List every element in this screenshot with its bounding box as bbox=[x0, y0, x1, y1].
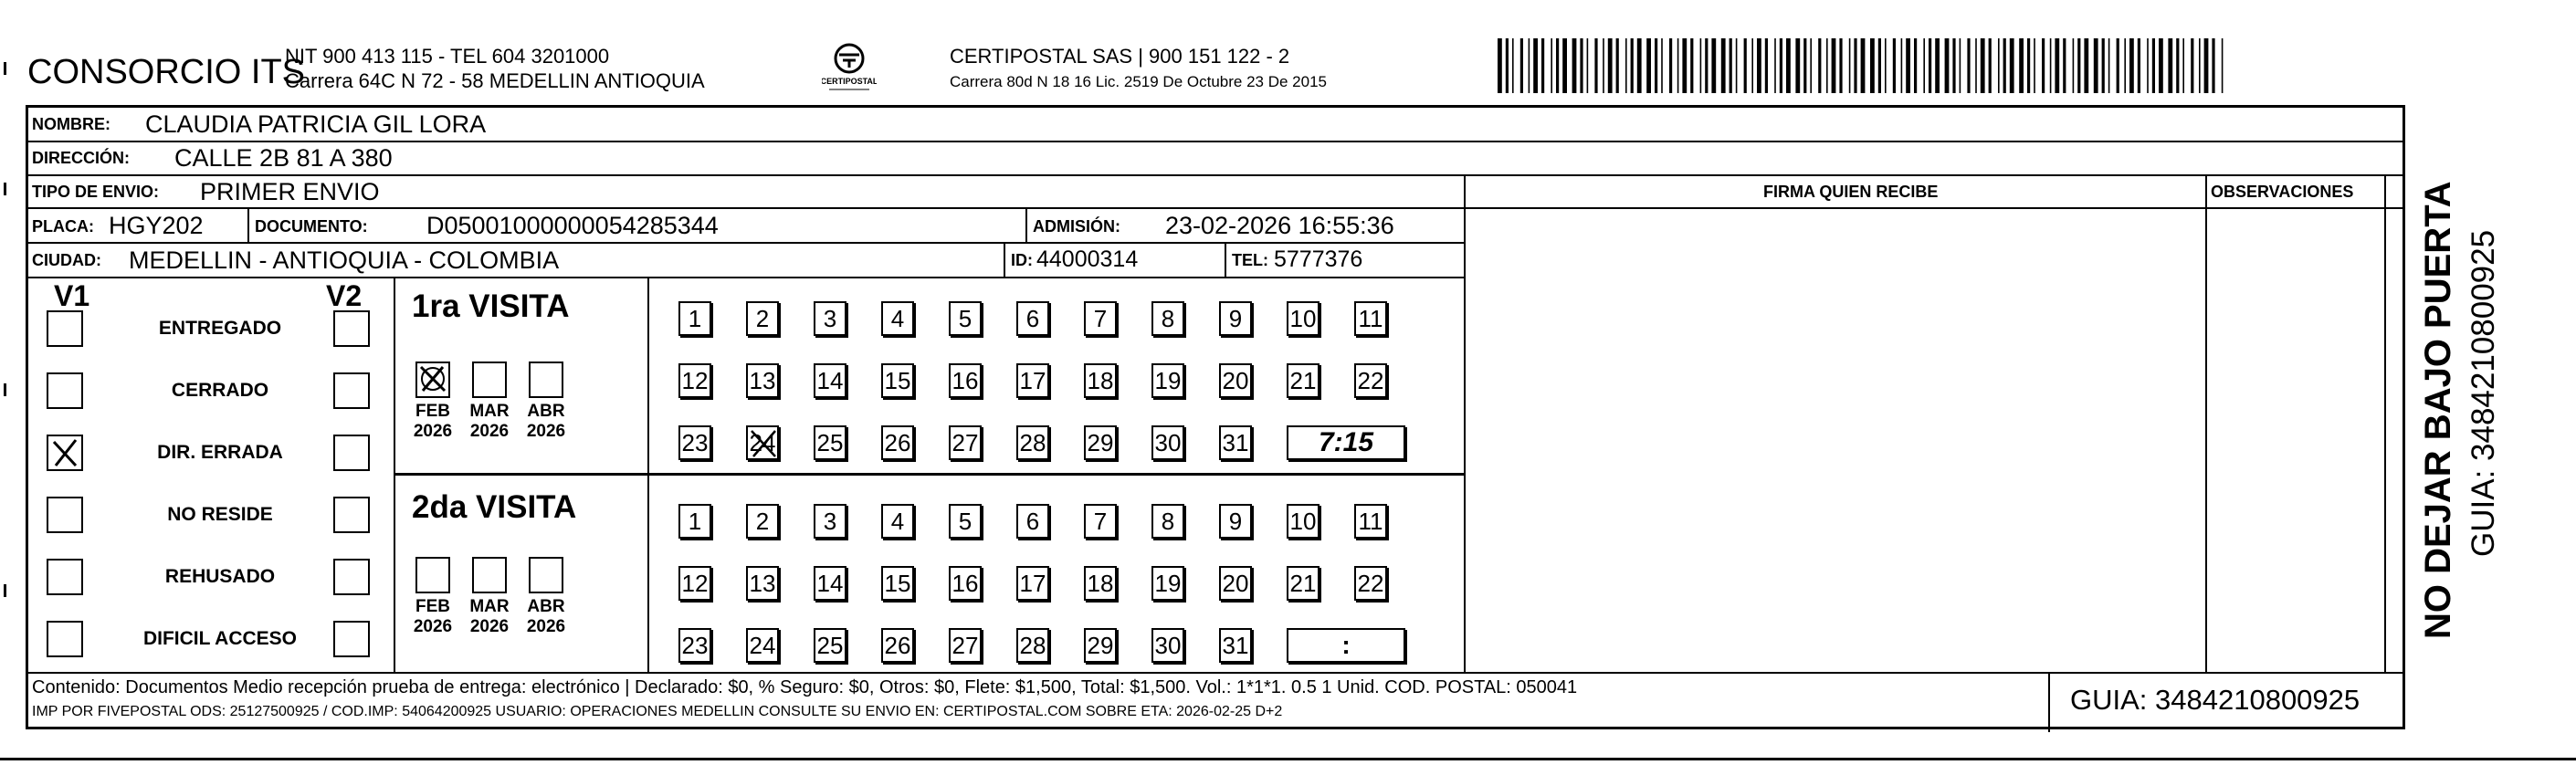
day-box[interactable]: 31 bbox=[1219, 425, 1252, 460]
placa-value: HGY202 bbox=[109, 212, 204, 239]
day-box[interactable]: 13 bbox=[746, 566, 779, 601]
barcode-bar bbox=[1529, 38, 1530, 93]
barcode-bar bbox=[2108, 38, 2110, 93]
barcode-bar bbox=[1498, 38, 1502, 93]
day-box[interactable]: 29 bbox=[1084, 628, 1117, 663]
id-value: 44000314 bbox=[1036, 246, 1139, 272]
day-box[interactable]: 6 bbox=[1016, 504, 1049, 539]
v2-checkbox[interactable] bbox=[333, 435, 370, 471]
day-box[interactable]: 22 bbox=[1354, 363, 1387, 398]
day-box[interactable]: 6 bbox=[1016, 301, 1049, 336]
day-box[interactable]: 17 bbox=[1016, 363, 1049, 398]
barcode-bar bbox=[1594, 38, 1597, 93]
barcode-bar bbox=[2010, 38, 2014, 93]
barcode-bar bbox=[2042, 38, 2045, 93]
company-info bbox=[285, 44, 705, 93]
day-box[interactable]: 18 bbox=[1084, 363, 1117, 398]
barcode-bar bbox=[2055, 38, 2059, 93]
barcode-bar bbox=[2124, 38, 2126, 93]
barcode-bar bbox=[1512, 38, 1514, 93]
barcode-bar bbox=[2212, 38, 2214, 93]
day-box[interactable]: 30 bbox=[1151, 425, 1184, 460]
day-box[interactable]: 25 bbox=[814, 425, 846, 460]
v2-header: V2 bbox=[326, 279, 363, 312]
barcode-bar bbox=[2117, 38, 2119, 93]
barcode-bar bbox=[1682, 38, 1687, 93]
v1-checkbox[interactable] bbox=[47, 621, 83, 657]
barcode-bar bbox=[2129, 38, 2134, 93]
barcode-bar bbox=[2073, 38, 2075, 93]
barcode-bar bbox=[1935, 38, 1940, 93]
day-box[interactable]: 1 bbox=[678, 301, 711, 336]
barcode-bar bbox=[1669, 38, 1672, 93]
day-box[interactable]: 21 bbox=[1287, 363, 1320, 398]
documento-label: DOCUMENTO: bbox=[255, 217, 368, 236]
placa-label: PLACA: bbox=[32, 217, 94, 236]
perforation-mark bbox=[4, 62, 6, 75]
footer-content: Contenido: Documentos Medio recepción prueba de entrega: electrónico | Declarado: $0, % Seguro: $0, Otros: $0, Flete: $1,500, Total: $1,500. Vol.: 1*1*1. 0.5 1 Unid. COD. POSTAL: 050041 bbox=[32, 677, 1578, 697]
barcode-bar bbox=[1730, 38, 1732, 93]
barcode-bar bbox=[1603, 38, 1604, 93]
footer-guia: GUIA: 3484210800925 bbox=[2070, 684, 2360, 716]
barcode-bar bbox=[1839, 38, 1842, 93]
perforation-mark bbox=[4, 383, 6, 396]
day-box[interactable]: 28 bbox=[1016, 425, 1049, 460]
barcode-bar bbox=[1533, 38, 1538, 93]
day-box[interactable]: 25 bbox=[814, 628, 846, 663]
barcode-bar bbox=[2222, 38, 2224, 93]
barcode-bar bbox=[1914, 38, 1917, 93]
barcode-bar bbox=[2159, 38, 2163, 93]
second-visit-title: 2da VISITA bbox=[412, 489, 577, 525]
barcode-bar bbox=[1608, 38, 1613, 93]
barcode-bar bbox=[1967, 38, 1970, 93]
month-label: MAR 2026 bbox=[469, 597, 510, 636]
day-box[interactable]: 26 bbox=[881, 628, 914, 663]
month-label: FEB 2026 bbox=[413, 597, 453, 636]
barcode-bar bbox=[1774, 38, 1776, 93]
day-box[interactable]: 17 bbox=[1016, 566, 1049, 601]
day-box[interactable]: 12 bbox=[678, 566, 711, 601]
status-label: ENTREGADO bbox=[158, 318, 282, 339]
day-box[interactable]: 16 bbox=[949, 566, 982, 601]
v2-checkbox[interactable] bbox=[333, 497, 370, 533]
barcode-bar bbox=[2102, 38, 2105, 93]
time-box[interactable]: : bbox=[1287, 628, 1405, 663]
direccion-label: DIRECCIÓN: bbox=[32, 149, 130, 167]
company-name: CONSORCIO ITS bbox=[27, 53, 306, 91]
barcode-bar bbox=[1631, 38, 1634, 93]
day-box[interactable]: 21 bbox=[1287, 566, 1320, 601]
barcode-bar bbox=[2019, 38, 2024, 93]
day-box[interactable]: 26 bbox=[881, 425, 914, 460]
day-box[interactable]: 24 bbox=[746, 628, 779, 663]
day-box[interactable]: 8 bbox=[1151, 301, 1184, 336]
certipostal-info bbox=[950, 44, 1327, 95]
barcode-bar bbox=[1901, 38, 1903, 93]
day-box[interactable]: 4 bbox=[881, 301, 914, 336]
barcode-bar bbox=[2199, 38, 2201, 93]
month-checkbox[interactable] bbox=[529, 362, 563, 398]
barcode-bar bbox=[1757, 38, 1761, 93]
barcode-bar bbox=[2191, 38, 2193, 93]
documento-value: D05001000000054285344 bbox=[426, 212, 719, 239]
barcode-bar bbox=[1646, 38, 1651, 93]
barcode-bar bbox=[1700, 38, 1702, 93]
barcode-bar bbox=[1556, 38, 1559, 93]
day-box[interactable]: 14 bbox=[814, 566, 846, 601]
firma-label: FIRMA QUIEN RECIBE bbox=[1763, 183, 1939, 201]
barcode-bar bbox=[2077, 38, 2080, 93]
month-label: FEB 2026 bbox=[413, 402, 453, 441]
barcode-bar bbox=[1893, 38, 1896, 93]
barcode-bar bbox=[1826, 38, 1828, 93]
certipostal-license: Carrera 80d N 18 16 Lic. 2519 De Octubre 23 De 2015 bbox=[950, 73, 1327, 90]
barcode-bar bbox=[1541, 38, 1544, 93]
day-box[interactable]: 14 bbox=[814, 363, 846, 398]
day-box[interactable]: 23 bbox=[678, 628, 711, 663]
barcode-bar bbox=[1861, 38, 1866, 93]
barcode-bar bbox=[1923, 38, 1925, 93]
status-label: DIFICIL ACCESO bbox=[142, 628, 297, 649]
barcode-bar bbox=[2050, 38, 2052, 93]
tel-label: TEL: bbox=[1232, 251, 1268, 269]
barcode-bar bbox=[1506, 38, 1509, 93]
status-label: DIR. ERRADA bbox=[157, 442, 283, 463]
v1-checkbox[interactable] bbox=[47, 559, 83, 595]
day-box[interactable]: 30 bbox=[1151, 628, 1184, 663]
month-label: ABR 2026 bbox=[526, 597, 566, 636]
barcode-bar bbox=[1551, 38, 1552, 93]
barcode-bar bbox=[1885, 38, 1887, 93]
barcode-bar bbox=[1637, 38, 1642, 93]
barcode-bar bbox=[1744, 38, 1747, 93]
day-box[interactable]: 19 bbox=[1151, 566, 1184, 601]
first-visit-title: 1ra VISITA bbox=[412, 288, 570, 324]
side-guia: GUIA: 3484210800925 bbox=[2466, 229, 2501, 557]
status-label: NO RESIDE bbox=[167, 504, 273, 525]
footer-print-info: IMP POR FIVEPOSTAL ODS: 25127500925 / COD.IMP: 54064200925 USUARIO: OPERACIONES MEDELLIN CONSULTE SU ENVIO EN: CERTIPOSTAL.COM SOBRE ETA: 2026-02-25 D+2 bbox=[32, 704, 1283, 719]
time-box[interactable]: 7:15 bbox=[1287, 425, 1405, 460]
barcode-bar bbox=[1711, 38, 1716, 93]
barcode-bar bbox=[1625, 38, 1627, 93]
ciudad-label: CIUDAD: bbox=[32, 251, 101, 269]
day-box[interactable]: 2 bbox=[746, 301, 779, 336]
handwritten-x-icon bbox=[748, 427, 779, 460]
barcode-bar bbox=[1520, 38, 1523, 93]
barcode-bar bbox=[2182, 38, 2184, 93]
barcode-bar bbox=[1998, 38, 2000, 93]
barcode-bar bbox=[1981, 38, 1985, 93]
id-label: ID: bbox=[1011, 251, 1033, 269]
barcode-bar bbox=[2168, 38, 2172, 93]
barcode-bar bbox=[1929, 38, 1931, 93]
barcode-bar bbox=[1655, 38, 1657, 93]
tel-value: 5777376 bbox=[1274, 246, 1363, 272]
observaciones-label: OBSERVACIONES bbox=[2211, 183, 2354, 201]
day-box[interactable]: 5 bbox=[949, 301, 982, 336]
day-box[interactable]: 18 bbox=[1084, 566, 1117, 601]
day-box[interactable]: 2 bbox=[746, 504, 779, 539]
day-box[interactable]: 22 bbox=[1354, 566, 1387, 601]
day-box[interactable]: 4 bbox=[881, 504, 914, 539]
barcode bbox=[1498, 38, 2228, 93]
barcode-bar bbox=[1690, 38, 1693, 93]
v1-header: V1 bbox=[54, 279, 90, 312]
v1-checkbox[interactable] bbox=[47, 372, 83, 409]
barcode-bar bbox=[1572, 38, 1577, 93]
ciudad-value: MEDELLIN - ANTIOQUIA - COLOMBIA bbox=[129, 246, 560, 274]
v1-checkbox[interactable] bbox=[47, 310, 83, 347]
nombre-label: NOMBRE: bbox=[32, 115, 110, 133]
barcode-bar bbox=[1989, 38, 1992, 93]
barcode-bar bbox=[1960, 38, 1961, 93]
barcode-bar bbox=[2094, 38, 2098, 93]
barcode-bar bbox=[2003, 38, 2006, 93]
day-box[interactable]: 3 bbox=[814, 504, 846, 539]
day-box[interactable]: 7 bbox=[1084, 301, 1117, 336]
day-box[interactable]: 28 bbox=[1016, 628, 1049, 663]
barcode-bar bbox=[1803, 38, 1806, 93]
day-box[interactable]: 9 bbox=[1219, 504, 1252, 539]
company-address: Carrera 64C N 72 - 58 MEDELLIN ANTIOQUIA bbox=[285, 69, 705, 92]
barcode-bar bbox=[1795, 38, 1800, 93]
barcode-bar bbox=[1906, 38, 1910, 93]
month-label: MAR 2026 bbox=[469, 402, 510, 441]
month-checkbox[interactable] bbox=[415, 557, 450, 593]
barcode-bar bbox=[1854, 38, 1856, 93]
barcode-bar bbox=[2027, 38, 2030, 93]
barcode-bar bbox=[1952, 38, 1955, 93]
barcode-bar bbox=[1780, 38, 1782, 93]
day-box[interactable]: 15 bbox=[881, 566, 914, 601]
perforation-mark bbox=[4, 584, 6, 597]
barcode-bar bbox=[1677, 38, 1679, 93]
month-checkbox[interactable] bbox=[415, 362, 450, 398]
status-label: CERRADO bbox=[171, 380, 269, 401]
barcode-bar bbox=[1705, 38, 1708, 93]
nombre-value: CLAUDIA PATRICIA GIL LORA bbox=[145, 110, 487, 138]
barcode-bar bbox=[1810, 38, 1812, 93]
barcode-bar bbox=[1870, 38, 1875, 93]
delivery-form bbox=[26, 105, 2405, 729]
day-box[interactable]: 11 bbox=[1354, 301, 1387, 336]
handwritten-x-icon bbox=[48, 436, 81, 469]
certipostal-name: CERTIPOSTAL SAS | 900 151 122 - 2 bbox=[950, 45, 1290, 68]
barcode-bar bbox=[1945, 38, 1950, 93]
day-box[interactable]: 24 bbox=[746, 425, 779, 460]
day-box[interactable]: 3 bbox=[814, 301, 846, 336]
barcode-bar bbox=[1751, 38, 1753, 93]
day-box[interactable]: 20 bbox=[1219, 363, 1252, 398]
bottom-border bbox=[0, 758, 2576, 760]
month-checkbox[interactable] bbox=[472, 362, 507, 398]
barcode-bar bbox=[1580, 38, 1582, 93]
company-nit: NIT 900 413 115 - TEL 604 3201000 bbox=[285, 45, 610, 68]
day-box[interactable]: 31 bbox=[1219, 628, 1252, 663]
no-dejar-notice: NO DEJAR BAJO PUERTA bbox=[2418, 181, 2458, 639]
v1-checkbox[interactable] bbox=[47, 435, 83, 471]
barcode-bar bbox=[1818, 38, 1821, 93]
day-box[interactable]: 8 bbox=[1151, 504, 1184, 539]
day-box[interactable]: 13 bbox=[746, 363, 779, 398]
v1-checkbox[interactable] bbox=[47, 497, 83, 533]
day-box[interactable]: 23 bbox=[678, 425, 711, 460]
barcode-bar bbox=[1721, 38, 1726, 93]
barcode-bar bbox=[1975, 38, 1977, 93]
month-checkbox[interactable] bbox=[472, 557, 507, 593]
day-box[interactable]: 16 bbox=[949, 363, 982, 398]
v2-checkbox[interactable] bbox=[333, 372, 370, 409]
day-box[interactable]: 19 bbox=[1151, 363, 1184, 398]
barcode-bar bbox=[2147, 38, 2149, 93]
day-box[interactable]: 10 bbox=[1287, 504, 1320, 539]
day-box[interactable]: 11 bbox=[1354, 504, 1387, 539]
barcode-bar bbox=[1736, 38, 1738, 93]
barcode-bar bbox=[1765, 38, 1768, 93]
certipostal-logo bbox=[822, 38, 877, 99]
tipo-envio-value: PRIMER ENVIO bbox=[200, 178, 380, 205]
perforation-mark bbox=[4, 183, 6, 195]
day-box[interactable]: 9 bbox=[1219, 301, 1252, 336]
barcode-bar bbox=[2084, 38, 2088, 93]
admision-label: ADMISIÓN: bbox=[1033, 217, 1120, 236]
barcode-bar bbox=[2063, 38, 2066, 93]
v2-checkbox[interactable] bbox=[333, 559, 370, 595]
barcode-bar bbox=[1616, 38, 1619, 93]
month-label: ABR 2026 bbox=[526, 402, 566, 441]
barcode-bar bbox=[1587, 38, 1589, 93]
barcode-bar bbox=[2176, 38, 2179, 93]
day-box[interactable]: 29 bbox=[1084, 425, 1117, 460]
svg-text:CERTIPOSTAL: CERTIPOSTAL bbox=[822, 77, 877, 86]
v2-checkbox[interactable] bbox=[333, 310, 370, 347]
barcode-bar bbox=[1661, 38, 1663, 93]
barcode-bar bbox=[2138, 38, 2140, 93]
barcode-bar bbox=[1878, 38, 1881, 93]
barcode-bar bbox=[2152, 38, 2155, 93]
handwritten-x-icon bbox=[417, 363, 448, 396]
day-box[interactable]: 5 bbox=[949, 504, 982, 539]
status-label: REHUSADO bbox=[164, 566, 276, 587]
day-box[interactable]: 10 bbox=[1287, 301, 1320, 336]
barcode-bar bbox=[1849, 38, 1851, 93]
barcode-bar bbox=[1786, 38, 1791, 93]
admision-value: 23-02-2026 16:55:36 bbox=[1165, 212, 1394, 239]
day-box[interactable]: 15 bbox=[881, 363, 914, 398]
day-box[interactable]: 7 bbox=[1084, 504, 1117, 539]
day-box[interactable]: 1 bbox=[678, 504, 711, 539]
tipo-envio-label: TIPO DE ENVIO: bbox=[32, 183, 160, 201]
day-box[interactable]: 27 bbox=[949, 628, 982, 663]
day-box[interactable]: 27 bbox=[949, 425, 982, 460]
barcode-bar bbox=[2034, 38, 2035, 93]
barcode-bar bbox=[1562, 38, 1567, 93]
month-checkbox[interactable] bbox=[529, 557, 563, 593]
v2-checkbox[interactable] bbox=[333, 621, 370, 657]
barcode-bar bbox=[1832, 38, 1836, 93]
day-box[interactable]: 12 bbox=[678, 363, 711, 398]
day-box[interactable]: 20 bbox=[1219, 566, 1252, 601]
direccion-value: CALLE 2B 81 A 380 bbox=[174, 144, 393, 172]
barcode-bar bbox=[2204, 38, 2209, 93]
